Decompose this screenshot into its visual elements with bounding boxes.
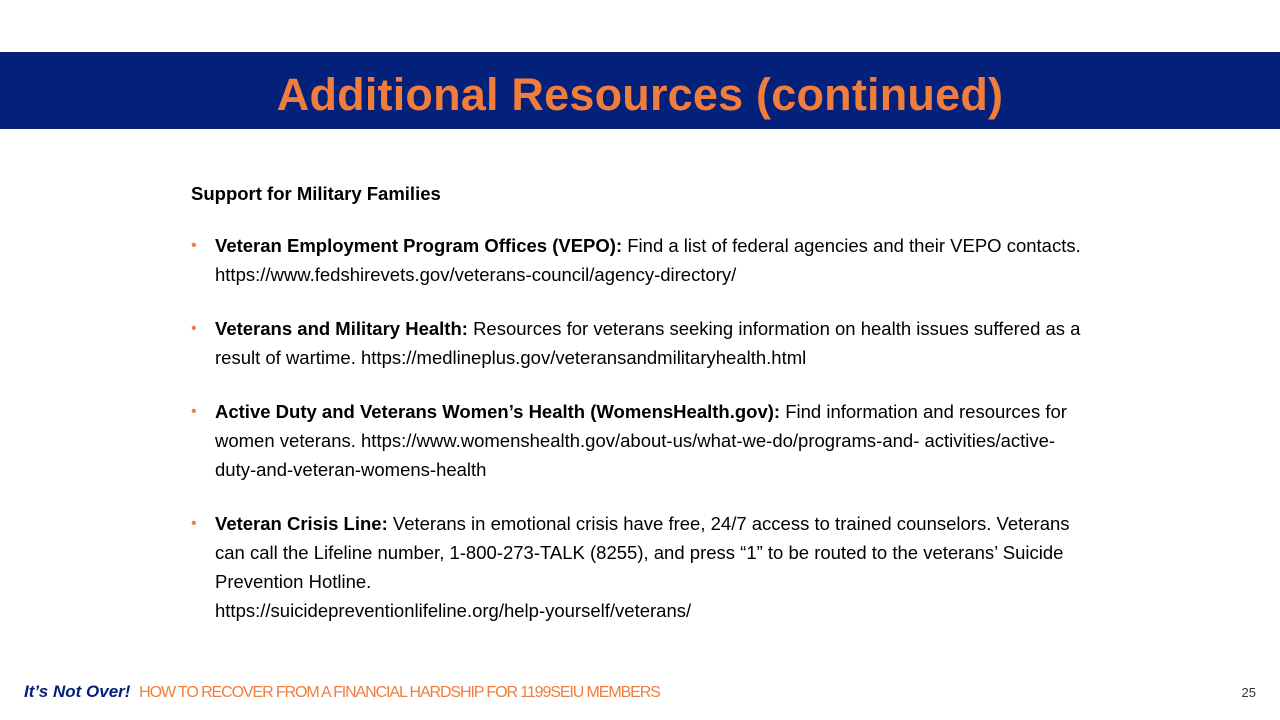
resource-item-military-health bbox=[191, 314, 1091, 372]
resource-name: Veteran Crisis Line: bbox=[215, 513, 388, 534]
slide-title: Additional Resources (continued) bbox=[276, 68, 1004, 120]
title-bar bbox=[0, 52, 1280, 129]
resource-name: Veterans and Military Health: bbox=[215, 318, 468, 339]
resource-item-womens-health bbox=[191, 397, 1091, 484]
resource-name: Active Duty and Veterans Women’s Health (WomensHealth.gov): bbox=[215, 401, 781, 422]
resource-description: Resources for veterans seeking information on health issues suffered as a result of wartime. bbox=[215, 318, 1081, 368]
resource-description: Find information and resources for women veterans. bbox=[215, 401, 1067, 451]
bullet-icon: • bbox=[191, 320, 197, 337]
footer-subtitle: HOW TO RECOVER FROM A FINANCIAL HARDSHIP FOR 1199SEIU MEMBERS bbox=[139, 684, 660, 701]
bullet-icon: • bbox=[191, 237, 197, 254]
bullet-icon: • bbox=[191, 515, 197, 532]
page-number: 25 bbox=[1241, 685, 1256, 700]
resource-item-crisis-line bbox=[191, 509, 1091, 625]
resource-description: Find a list of federal agencies and their VEPO contacts. bbox=[627, 235, 1081, 256]
resource-name: Veteran Employment Program Offices (VEPO): bbox=[215, 235, 623, 256]
resource-url[interactable]: https://medlineplus.gov/veteransandmilitaryhealth.html bbox=[361, 347, 807, 368]
resource-list bbox=[191, 231, 1091, 625]
resource-description: Veterans in emotional crisis have free, 24/7 access to trained counselors. Veterans can call the Lifeline number, 1-800-273-TALK (8255), and press “1” to be routed to the veterans’ Suicide Prevention Hotline. bbox=[215, 513, 1070, 592]
slide-content bbox=[191, 179, 1091, 650]
footer-brand: It’s Not Over! bbox=[24, 682, 131, 701]
bullet-icon: • bbox=[191, 403, 197, 420]
section-heading: Support for Military Families bbox=[191, 183, 441, 204]
footer bbox=[24, 682, 660, 702]
resource-url[interactable]: https://www.fedshirevets.gov/veterans-council/agency-directory/ bbox=[215, 264, 737, 285]
resource-url[interactable]: https://suicidepreventionlifeline.org/help-yourself/veterans/ bbox=[215, 600, 692, 621]
resource-item-vepo bbox=[191, 231, 1091, 289]
resource-url[interactable]: https://www.womenshealth.gov/about-us/what-we-do/programs-and- activities/active-duty-and-veteran-womens-health bbox=[215, 430, 1056, 480]
